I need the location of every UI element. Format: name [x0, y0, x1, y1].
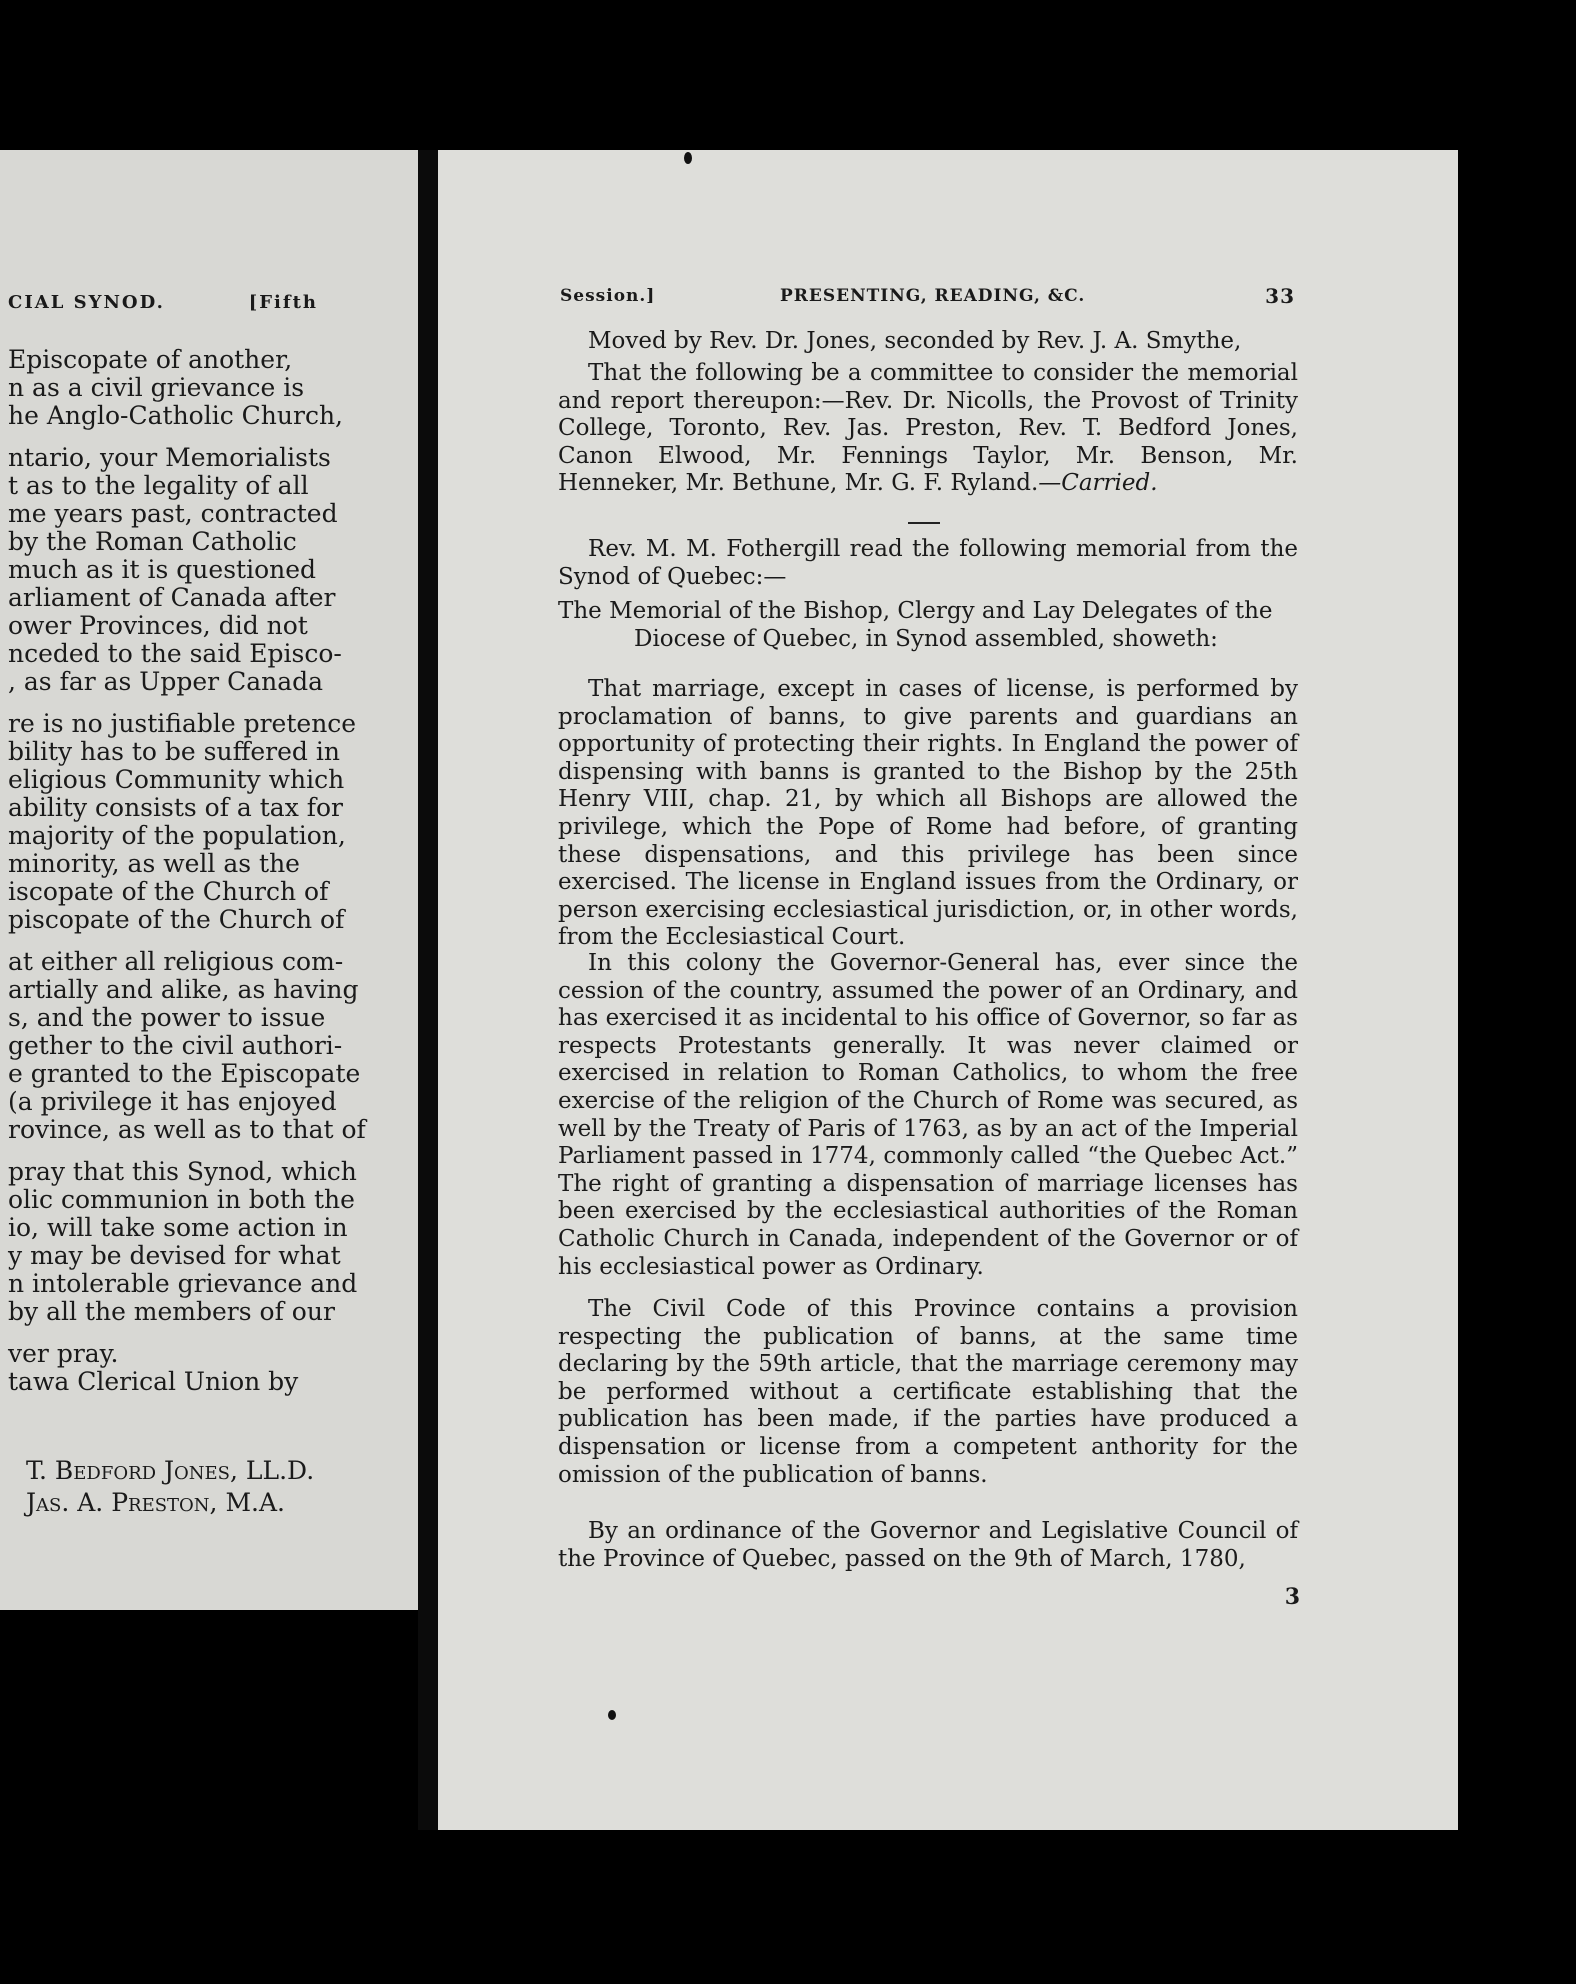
- left-text-line: pray that this Synod, which: [8, 1157, 357, 1186]
- left-text-line: eligious Community which: [8, 765, 345, 794]
- left-text-line: ability consists of a tax for: [8, 793, 343, 822]
- left-text-line: t as to the legality of all: [8, 471, 309, 500]
- left-text-line: arliament of Canada after: [8, 583, 336, 612]
- ink-speck: [684, 152, 692, 164]
- signature-preston: Jas. A. Preston, M.A.: [26, 1488, 285, 1517]
- left-text-line: , as far as Upper Canada: [8, 667, 324, 696]
- para-1-text: That marriage, except in cases of license, is performed by proclamation of banns, to give parents and guardians an opportunity of protecting their rights. In England the power of dispensing with banns is granted to the Bishop by the 25th Henry VIII, chap. 21, by which all Bishops are allowed the privilege, which the Pope of Rome had before, of granting these dispensations, and this privilege has been since exercised. The license in England issues from the Ordinary, or person exercising ecclesiastical jurisdiction, or, in other words, from the Ecclesiastical Court.: [558, 676, 1298, 951]
- motion-line: [558, 328, 1298, 356]
- left-text-line: piscopate of the Church of: [8, 905, 345, 934]
- committee-text: That the following be a committee to consider the memorial and report thereupon:—Rev. Dr. Nicolls, the Provost of Trinity College, Toronto, Rev. Jas. Preston, Rev. T. Bedford Jones, Canon Elwood, Mr. Fennings Taylor, Mr. Benson, Mr. Henneker, Mr. Bethune, Mr. G. F. Ryland.: [558, 360, 1298, 497]
- left-running-head: [8, 292, 318, 313]
- left-text-line: much as it is questioned: [8, 555, 317, 584]
- left-text-line: bility has to be suffered in: [8, 737, 340, 766]
- left-text-line: tawa Clerical Union by: [8, 1367, 299, 1396]
- reading-text: Rev. M. M. Fothergill read the following memorial from the Synod of Quebec:—: [558, 536, 1298, 590]
- left-text-line: gether to the civil authori-: [8, 1031, 343, 1060]
- left-text-line: rovince, as well as to that of: [8, 1115, 366, 1144]
- left-text-line: ower Provinces, did not: [8, 611, 308, 640]
- right-page: [438, 150, 1458, 1830]
- left-text-line: majority of the population,: [8, 821, 346, 850]
- left-text-line: n intolerable grievance and: [8, 1269, 358, 1298]
- left-text-line: Episcopate of another,: [8, 345, 293, 374]
- left-text-line: io, will take some action in: [8, 1213, 348, 1242]
- para-2-text: In this colony the Governor-General has, ever since the cession of the country, assumed the power of an Ordinary, and has exercised it as incidental to his office of Governor, so far as respects Protestants generally. It was never claimed or exercised in relation to Roman Catholics, to whom the free exercise of the religion of the Church of Rome was secured, as well by the Treaty of Paris of 1763, as by an act of the Imperial Parliament passed in 1774, commonly called “the Quebec Act.” The right of granting a dispensation of marriage licenses has been exercised by the ecclesiastical authorities of the Roman Catholic Church in Canada, independent of the Governor or of his ecclesiastical power as Ordinary.: [558, 950, 1298, 1280]
- left-text-line: n as a civil grievance is: [8, 373, 305, 402]
- left-text-line: he Anglo-Catholic Church,: [8, 401, 343, 430]
- left-text-line: artially and alike, as having: [8, 975, 359, 1004]
- memorial-heading: [558, 598, 1298, 653]
- para-4-text: By an ordinance of the Governor and Legislative Council of the Province of Quebec, passed on the 9th of March, 1780,: [558, 1518, 1298, 1572]
- memorial-paragraph-2: [558, 950, 1298, 1281]
- running-head-title: PRESENTING, READING, &C.: [780, 286, 1086, 306]
- memorial-paragraph-4: [558, 1518, 1298, 1573]
- left-text-line: olic communion in both the: [8, 1185, 355, 1214]
- left-text-line: ntario, your Memorialists: [8, 443, 331, 472]
- left-text-line: iscopate of the Church of: [8, 877, 329, 906]
- signature-mark: 3: [1284, 1584, 1300, 1610]
- page-gutter: [418, 150, 438, 1830]
- left-running-head-title: CIAL SYNOD.: [8, 292, 165, 313]
- running-head-session: Session.]: [560, 286, 656, 306]
- left-text-line: by the Roman Catholic: [8, 527, 297, 556]
- para-3-text: The Civil Code of this Province contains a provision respecting the publication of banns, at the same time declaring by the 59th article, that the marriage ceremony may be performed without a certificate establishing that the publication has been made, if the parties have produced a dispensation or license from a competent anthority for the omission of the publication of banns.: [558, 1296, 1298, 1488]
- committee-paragraph: [558, 360, 1298, 498]
- left-text-line: me years past, contracted: [8, 499, 338, 528]
- reading-paragraph: [558, 536, 1298, 591]
- page-number: 33: [1265, 284, 1295, 308]
- signature-bedford-jones: T. Bedford Jones, LL.D.: [26, 1456, 315, 1485]
- left-running-head-session: [Fifth: [248, 292, 318, 313]
- left-text-line: s, and the power to issue: [8, 1003, 326, 1032]
- left-text-line: minority, as well as the: [8, 849, 300, 878]
- ink-speck: [608, 1710, 616, 1720]
- motion-text: Moved by Rev. Dr. Jones, seconded by Rev. J. A. Smythe,: [588, 328, 1242, 354]
- carried-text: —Carried.: [1038, 470, 1158, 497]
- left-text-line: (a privilege it has enjoyed: [8, 1087, 337, 1116]
- left-page: [0, 150, 418, 1610]
- left-text-line: e granted to the Episcopate: [8, 1059, 361, 1088]
- memorial-heading-line-1: The Memorial of the Bishop, Clergy and Lay Delegates of the: [558, 598, 1273, 624]
- left-text-line: nceded to the said Episco-: [8, 639, 342, 668]
- memorial-paragraph-1: [558, 676, 1298, 952]
- memorial-paragraph-3: [558, 1296, 1298, 1489]
- left-text-line: y may be devised for what: [8, 1241, 341, 1270]
- left-text-line: by all the members of our: [8, 1297, 335, 1326]
- section-rule: [908, 522, 940, 524]
- left-text-line: re is no justifiable pretence: [8, 709, 357, 738]
- left-text-line: ver pray.: [8, 1339, 119, 1368]
- memorial-heading-line-2: Diocese of Quebec, in Synod assembled, showeth:: [634, 625, 1218, 652]
- left-text-line: at either all religious com-: [8, 947, 344, 976]
